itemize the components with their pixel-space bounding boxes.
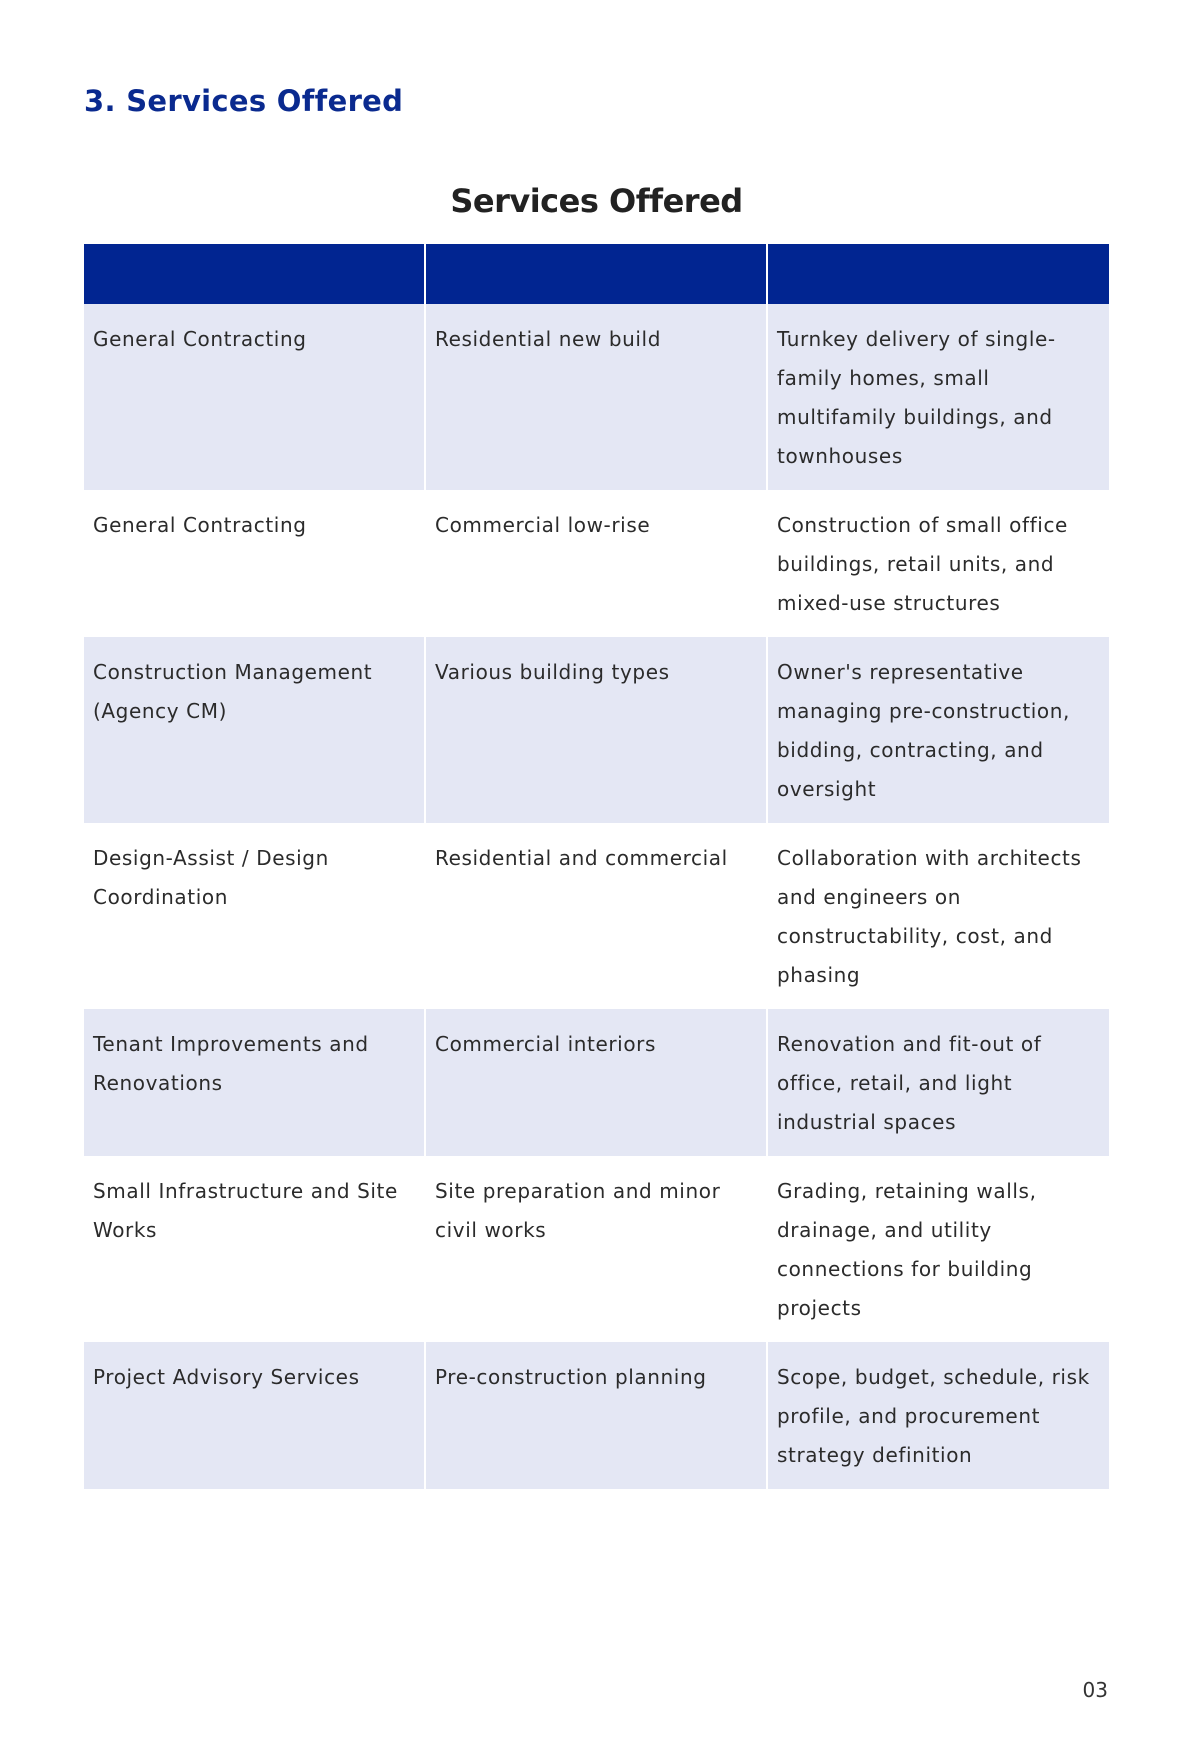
service-cell: Construction Management (Agency CM) (84, 637, 425, 823)
description-cell: Scope, budget, schedule, risk profile, and procurement strategy definition (767, 1342, 1109, 1489)
table-header-cell (767, 244, 1109, 304)
scope-cell: Site preparation and minor civil works (425, 1156, 767, 1342)
table-row (84, 823, 1109, 1009)
table-row (84, 1009, 1109, 1156)
scope-cell: Commercial low-rise (425, 490, 767, 637)
description-cell: Renovation and fit-out of office, retail, and light industrial spaces (767, 1009, 1109, 1156)
service-cell: Design-Assist / Design Coordination (84, 823, 425, 1009)
table-row (84, 490, 1109, 637)
scope-cell: Various building types (425, 637, 767, 823)
page-number: 03 (1082, 1678, 1108, 1702)
table-header-cell (425, 244, 767, 304)
description-cell: Grading, retaining walls, drainage, and utility connections for building projects (767, 1156, 1109, 1342)
table-row (84, 1156, 1109, 1342)
service-cell: Project Advisory Services (84, 1342, 425, 1489)
description-cell: Owner's representative managing pre-construction, bidding, contracting, and oversight (767, 637, 1109, 823)
service-cell: General Contracting (84, 304, 425, 490)
service-cell: Small Infrastructure and Site Works (84, 1156, 425, 1342)
scope-cell: Residential new build (425, 304, 767, 490)
description-cell: Turnkey delivery of single-family homes, small multifamily buildings, and townhouses (767, 304, 1109, 490)
services-table (84, 244, 1109, 1489)
table-row (84, 304, 1109, 490)
table-row (84, 637, 1109, 823)
table-title: Services Offered (450, 182, 743, 220)
table-header-row (84, 244, 1109, 304)
scope-cell: Pre-construction planning (425, 1342, 767, 1489)
scope-cell: Commercial interiors (425, 1009, 767, 1156)
scope-cell: Residential and commercial (425, 823, 767, 1009)
table-row (84, 1342, 1109, 1489)
description-cell: Construction of small office buildings, retail units, and mixed-use structures (767, 490, 1109, 637)
description-cell: Collaboration with architects and engineers on constructability, cost, and phasing (767, 823, 1109, 1009)
section-heading: 3. Services Offered (84, 84, 404, 118)
service-cell: Tenant Improvements and Renovations (84, 1009, 425, 1156)
service-cell: General Contracting (84, 490, 425, 637)
table-header-cell (84, 244, 425, 304)
